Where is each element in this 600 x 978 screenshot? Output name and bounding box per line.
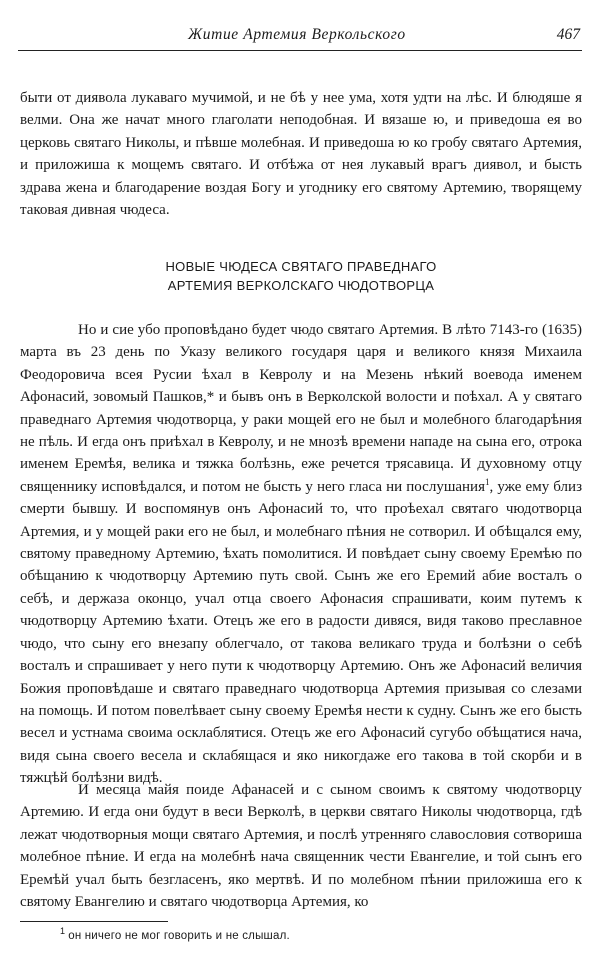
page-header [18,20,582,51]
footnote-number: 1 [60,926,66,937]
section-heading [20,257,582,295]
paragraph-1: быти от диявола лукаваго мучимой, и не бѣ у нее ума, хотя удти на лѣс. И блюдяше я велми. Она же начат много глаголати неподобная. И вязаше ю, и приведоша ея во церковь святаго Николы, и пѣвше молебная. И приведоша ю ко гробу святаго Артемия, и приложиша к мощемъ святаго. И отбѣжа от нея лукавый врагъ диявол, и бысть здрава жена и благодарение воздая Богу и угоднику его святому Артемию, творящему таковая дивная чюдеса. [20,90,582,219]
footnote-text: он ничего не мог говорить и не слышал. [68,930,290,942]
section-heading-line-2: АРТЕМИЯ ВЕРКОЛСКАГО ЧЮДОТВОРЦА [167,278,435,293]
paragraph-2-text-a: Но и сие убо проповѣдано будет чюдо святаго Артемия. В лѣто 7143-го (1635) марта въ 23 день по Указу великого государя царя и великого князя Михаила Феодоровича всея Русии ѣхал в Кевролу и на Мезень нѣкий воевода именем Афонасий, зовомый Пашков,* и бывъ онъ в Верколской волости и поѣхал. А у святаго праведнаго Артемия чюдотворца, у раки мощей его не был и молебного благодарѣния не пѣль. И егда онъ приѣхал в Кевролу, и не мнозѣ времени нападе на сына его, отрока именем Еремѣя, велика и тяжка болѣзнь, еже речется трясавица. И духовному отцу священнику исповѣдался, и потом не бысть у него гласа ни послушания [20,322,582,495]
footnote-rule [20,921,168,922]
paragraph-3: И месяца майя поиде Афанасей и с сыном своимъ к святому чюдотворцу Артемию. И егда они будут в веси Верколѣ, в церкви святаго Николы чюдотворца, гдѣ лежат чюдотворныя мощи святаго Артемия, и послѣ утренняго славословия сотвориша молебное пѣние. И егда на молебнѣ нача священник чести Евангелие, и той сынъ его Еремѣй учал быть безгласенъ, яко мертвѣ. И по молебном пѣнии приложиша его к святому Евангелию и святаго чюдотворца Артемия, ко [20,782,582,911]
running-title: Житие Артемия Веркольского [188,26,406,43]
section-heading-line-1: НОВЫЕ ЧЮДЕСА СВЯТАГО ПРАВЕДНАГО [165,259,437,274]
footnote [60,926,290,942]
paragraph-2 [20,319,582,790]
paragraph-2-text-b: , уже ему близ смерти бывшу. И воспомянув онъ Афонасий то, что проѣехал святаго чюдотворца Артемия, и у мощей раки его не был, и молебнаго пѣния не сотворил. И обѣщался ему, святому праведному Артемию, ѣхать помолитися. И повѣдает сыну своему Еремѣю по обѣщанию к чюдотворцу Артемию путь свой. Сынъ же его Еремий абие восталъ о себѣ, и держаза оконцо, учал отца своего Афонасия спрашивати, коим путемъ к чюдотворцу Артемию ѣхати. Отецъ же его в радости дивяся, видя таково преславное чюдо, что сыну его внезапу облегчало, от такова великаго труда и болѣзни о себѣ восталъ и спрашивает у него пути к чюдотворцу Артемию. Онъ же Афонасий величия Божия проповѣдаше и святаго праведнаго чюдотворца Артемия призывая со слезами на помощь. И потом повелѣвает сыну своему Еремѣя нести к судну. Сынъ же его бысть весел и устнама своима осклаблятися. Отецъ же его Афонасий сугубо обѣщатися нача, видя сына своего весела и склабящася и яко никогдаже его такова в той скорби и в тяжцѣй болѣзни видѣ. [20,478,582,787]
page-number: 467 [556,26,580,43]
footnote-marker: 1 [485,476,490,487]
